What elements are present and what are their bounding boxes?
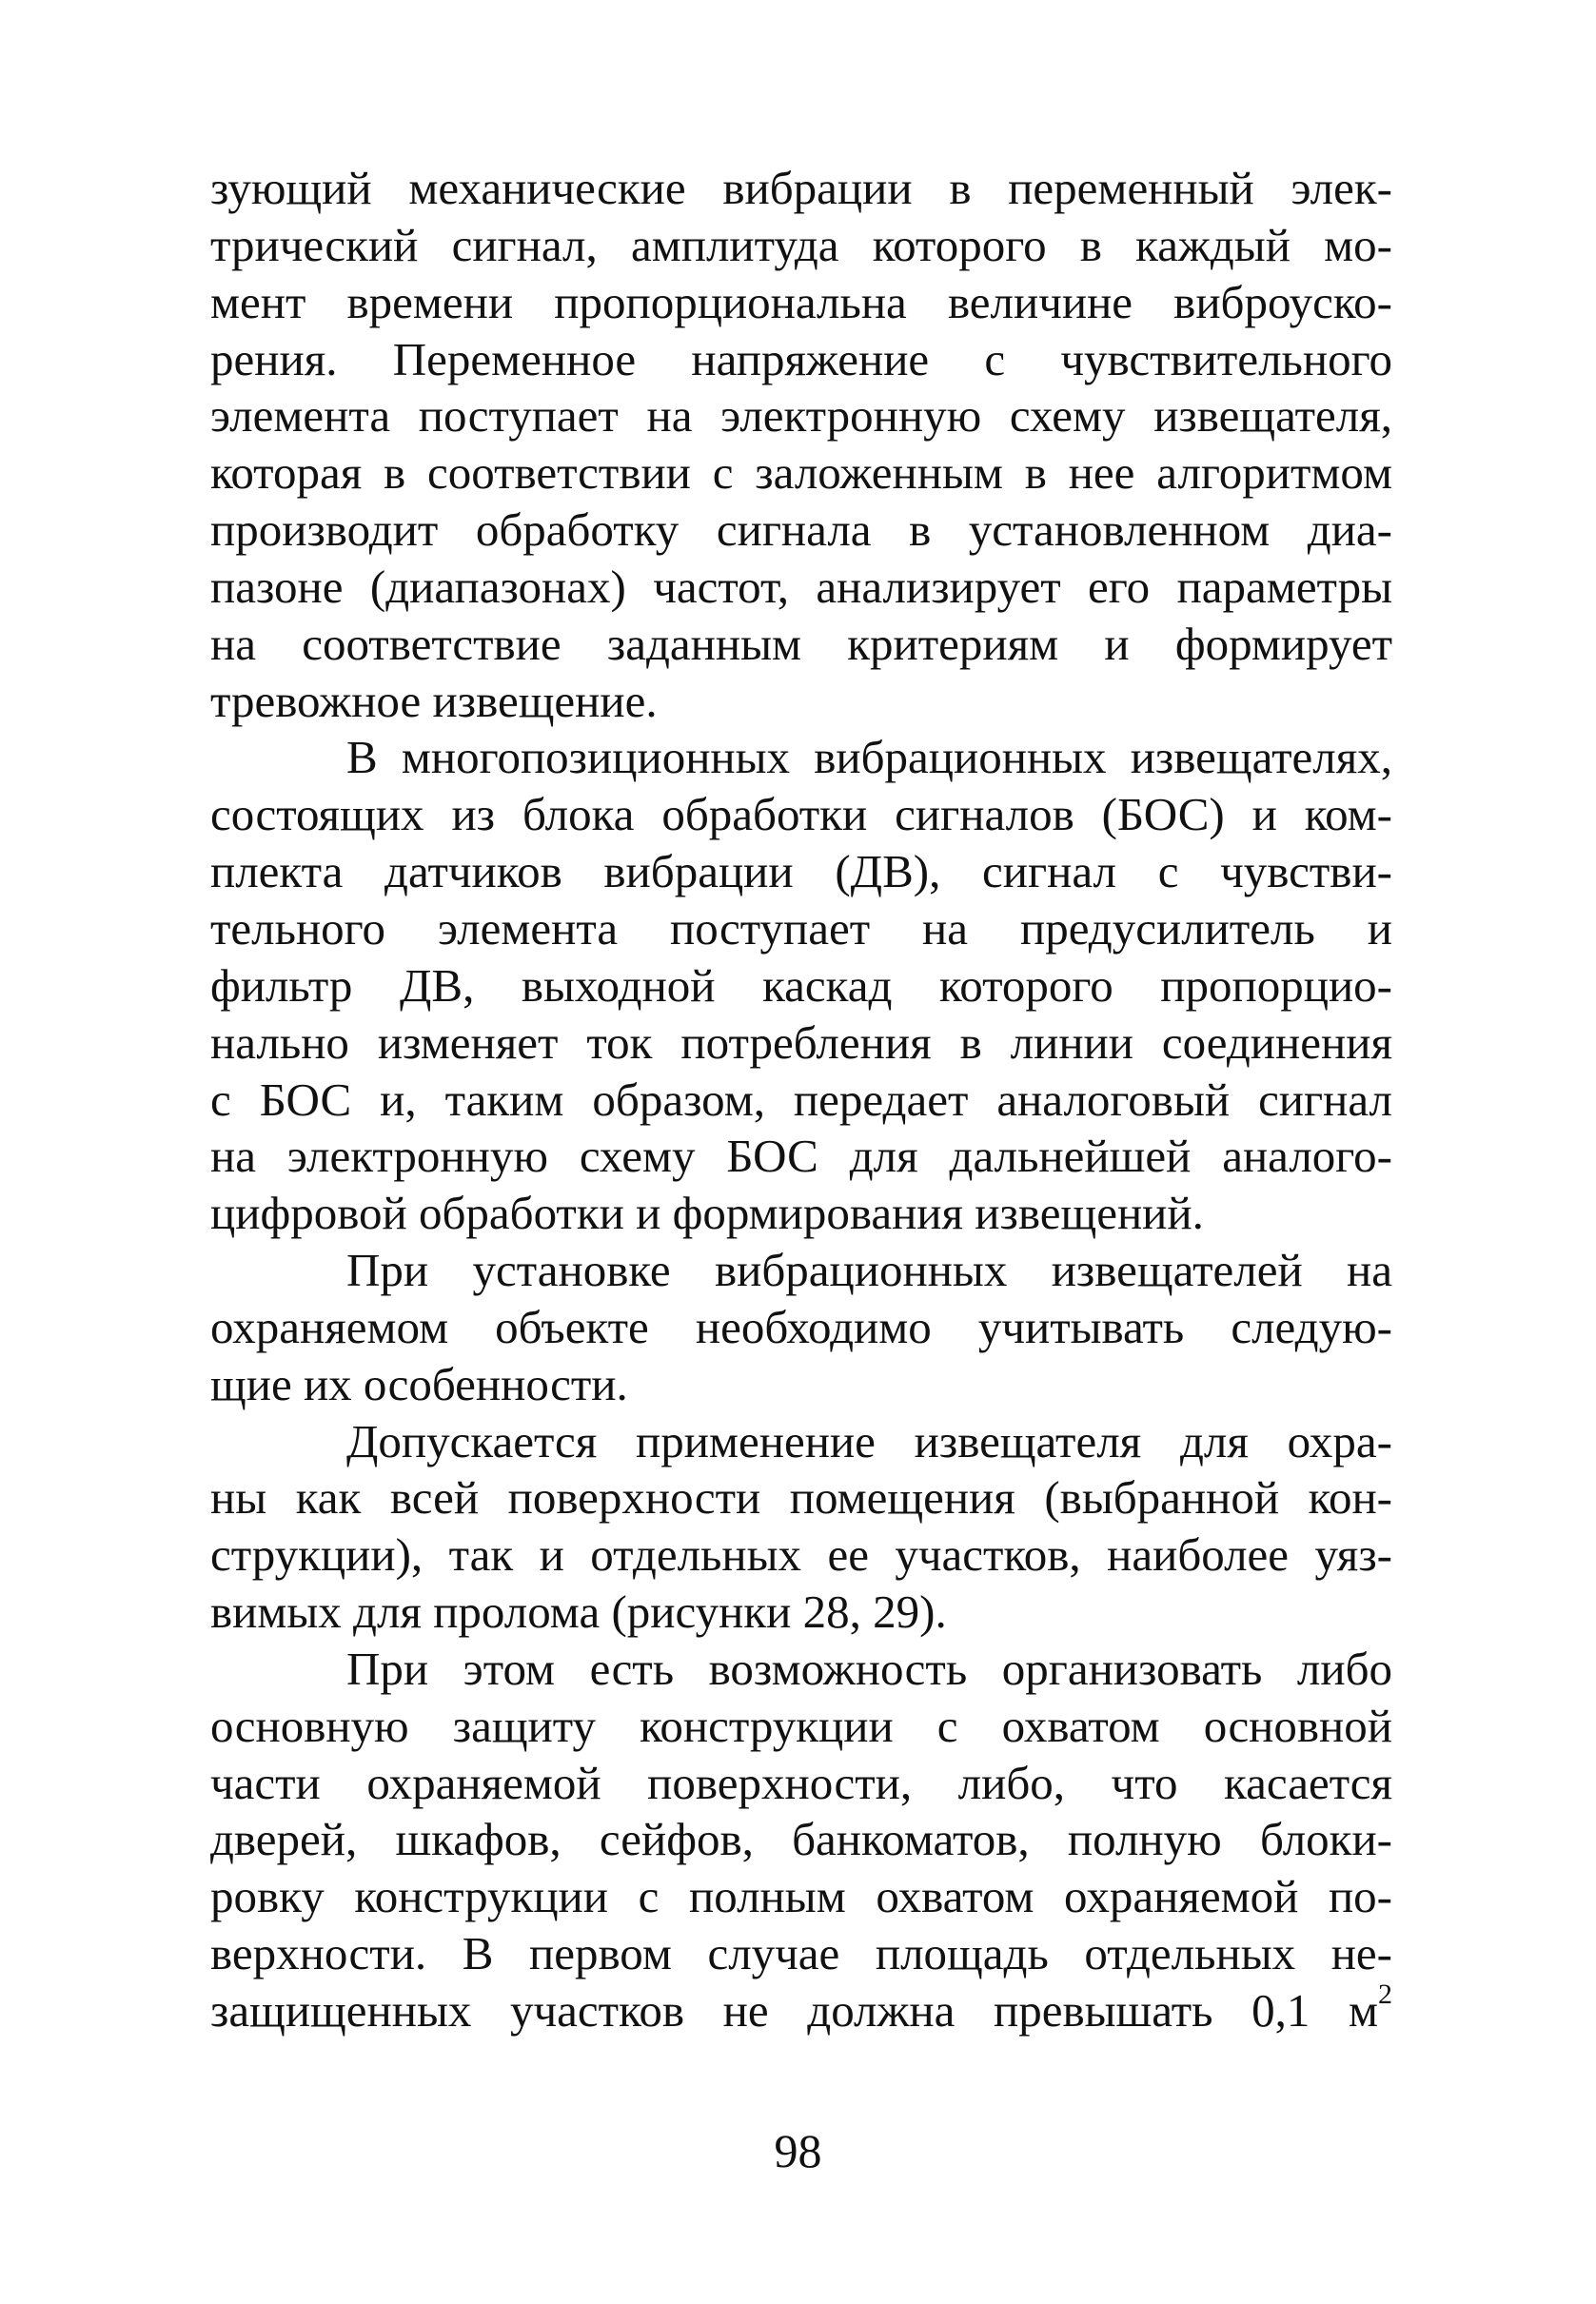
text-line-content: на электронную схему БОС для дальнейшей аналого- <box>210 1130 1392 1183</box>
text-line <box>210 786 1392 843</box>
text-line <box>210 502 1392 559</box>
text-line <box>210 729 1392 786</box>
text-line <box>210 1413 1392 1470</box>
text-line <box>210 444 1392 502</box>
text-line-content: элемента поступает на электронную схему извещателя, <box>210 389 1392 443</box>
text-line-content: ны как всей поверхности помещения (выбранной кон- <box>210 1471 1392 1525</box>
text-line <box>210 1641 1392 1698</box>
text-line-content: Допускается применение извещателя для охра- <box>346 1414 1392 1467</box>
text-line-content: тревожное извещение. <box>210 674 658 727</box>
text-line-content: состоящих из блока обработки сигналов (БОС) и ком- <box>210 788 1392 841</box>
text-line-content: которая в соответствии с заложенным в нее алгоритмом <box>210 446 1392 500</box>
text-line <box>210 160 1392 217</box>
text-line-content: цифровой обработки и формирования извещений. <box>210 1187 1204 1240</box>
superscript: 2 <box>1378 1982 1392 2010</box>
text-line-content: фильтр ДВ, выходной каскад которого пропорцио- <box>210 958 1392 1012</box>
text-line-content: на соответствие заданным критериям и формирует <box>210 617 1392 670</box>
text-line <box>210 1811 1392 1868</box>
text-line-content: При установке вибрационных извещателей на <box>346 1244 1392 1297</box>
text-line <box>210 1072 1392 1129</box>
text-line <box>210 387 1392 444</box>
page-number: 98 <box>774 2124 822 2177</box>
text-line-content: трический сигнал, амплитуда которого в каждый мо- <box>210 218 1392 271</box>
text-line-content: охраняемом объекте необходимо учитывать следую- <box>210 1300 1392 1353</box>
text-line <box>210 1698 1392 1755</box>
text-line <box>210 957 1392 1014</box>
text-line-content: струкции), так и отдельных ее участков, наиболее уяз- <box>210 1528 1392 1582</box>
text-line <box>210 616 1392 673</box>
text-line <box>210 900 1392 957</box>
text-line <box>210 331 1392 388</box>
text-line <box>210 1014 1392 1072</box>
text-line-content: нально изменяет ток потребления в линии соединения <box>210 1015 1392 1069</box>
text-line-content: с БОС и, таким образом, передает аналоговый сигнал <box>210 1073 1392 1126</box>
text-line-content: тельного элемента поступает на предусилитель и <box>210 901 1392 955</box>
text-line-content: основную защиту конструкции с охватом основной <box>210 1699 1392 1752</box>
text-line <box>210 1469 1392 1526</box>
text-line-content: верхности. В первом случае площадь отдельных не- <box>210 1927 1392 1980</box>
text-line <box>210 1299 1392 1356</box>
text-line <box>210 217 1392 274</box>
text-line <box>210 1982 1392 2039</box>
text-line <box>210 1242 1392 1299</box>
text-line <box>210 1185 1392 1242</box>
text-line-content: зующий механические вибрации в переменный элек- <box>210 162 1392 214</box>
text-line-content: дверей, шкафов, сейфов, банкоматов, полную блоки- <box>210 1813 1392 1866</box>
text-line <box>210 1128 1392 1185</box>
text-line-content: части охраняемой поверхности, либо, что касается <box>210 1756 1392 1809</box>
text-line-content: вимых для пролома (рисунки 28, 29). <box>210 1585 947 1639</box>
text-line <box>210 1868 1392 1925</box>
text-line <box>210 1356 1392 1413</box>
text-line-content: щие их особенности. <box>210 1357 628 1410</box>
text-line <box>210 1584 1392 1641</box>
text-line-content: защищенных участков не должна превышать 0,1 м <box>210 1984 1378 2037</box>
text-line <box>210 1755 1392 1812</box>
text-line-content: плекта датчиков вибрации (ДВ), сигнал с чувстви- <box>210 845 1392 898</box>
text-line-content: пазоне (диапазонах) частот, анализирует его параметры <box>210 560 1392 613</box>
text-line-content: производит обработку сигнала в установленном диа- <box>210 503 1392 557</box>
text-line <box>210 1526 1392 1584</box>
text-line <box>210 1925 1392 1982</box>
text-line-content: ровку конструкции с полным охватом охраняемой по- <box>210 1870 1392 1923</box>
body-text <box>210 160 1392 2039</box>
text-line-content: рения. Переменное напряжение с чувствительного <box>210 332 1392 385</box>
text-line <box>210 843 1392 900</box>
text-line-content: При этом есть возможность организовать либо <box>346 1642 1392 1695</box>
text-line-content: В многопозиционных вибрационных извещателях, <box>346 731 1392 784</box>
text-line <box>210 559 1392 616</box>
text-line <box>210 274 1392 331</box>
text-line <box>210 673 1392 730</box>
text-line-content: мент времени пропорциональна величине виброуско- <box>210 275 1392 328</box>
